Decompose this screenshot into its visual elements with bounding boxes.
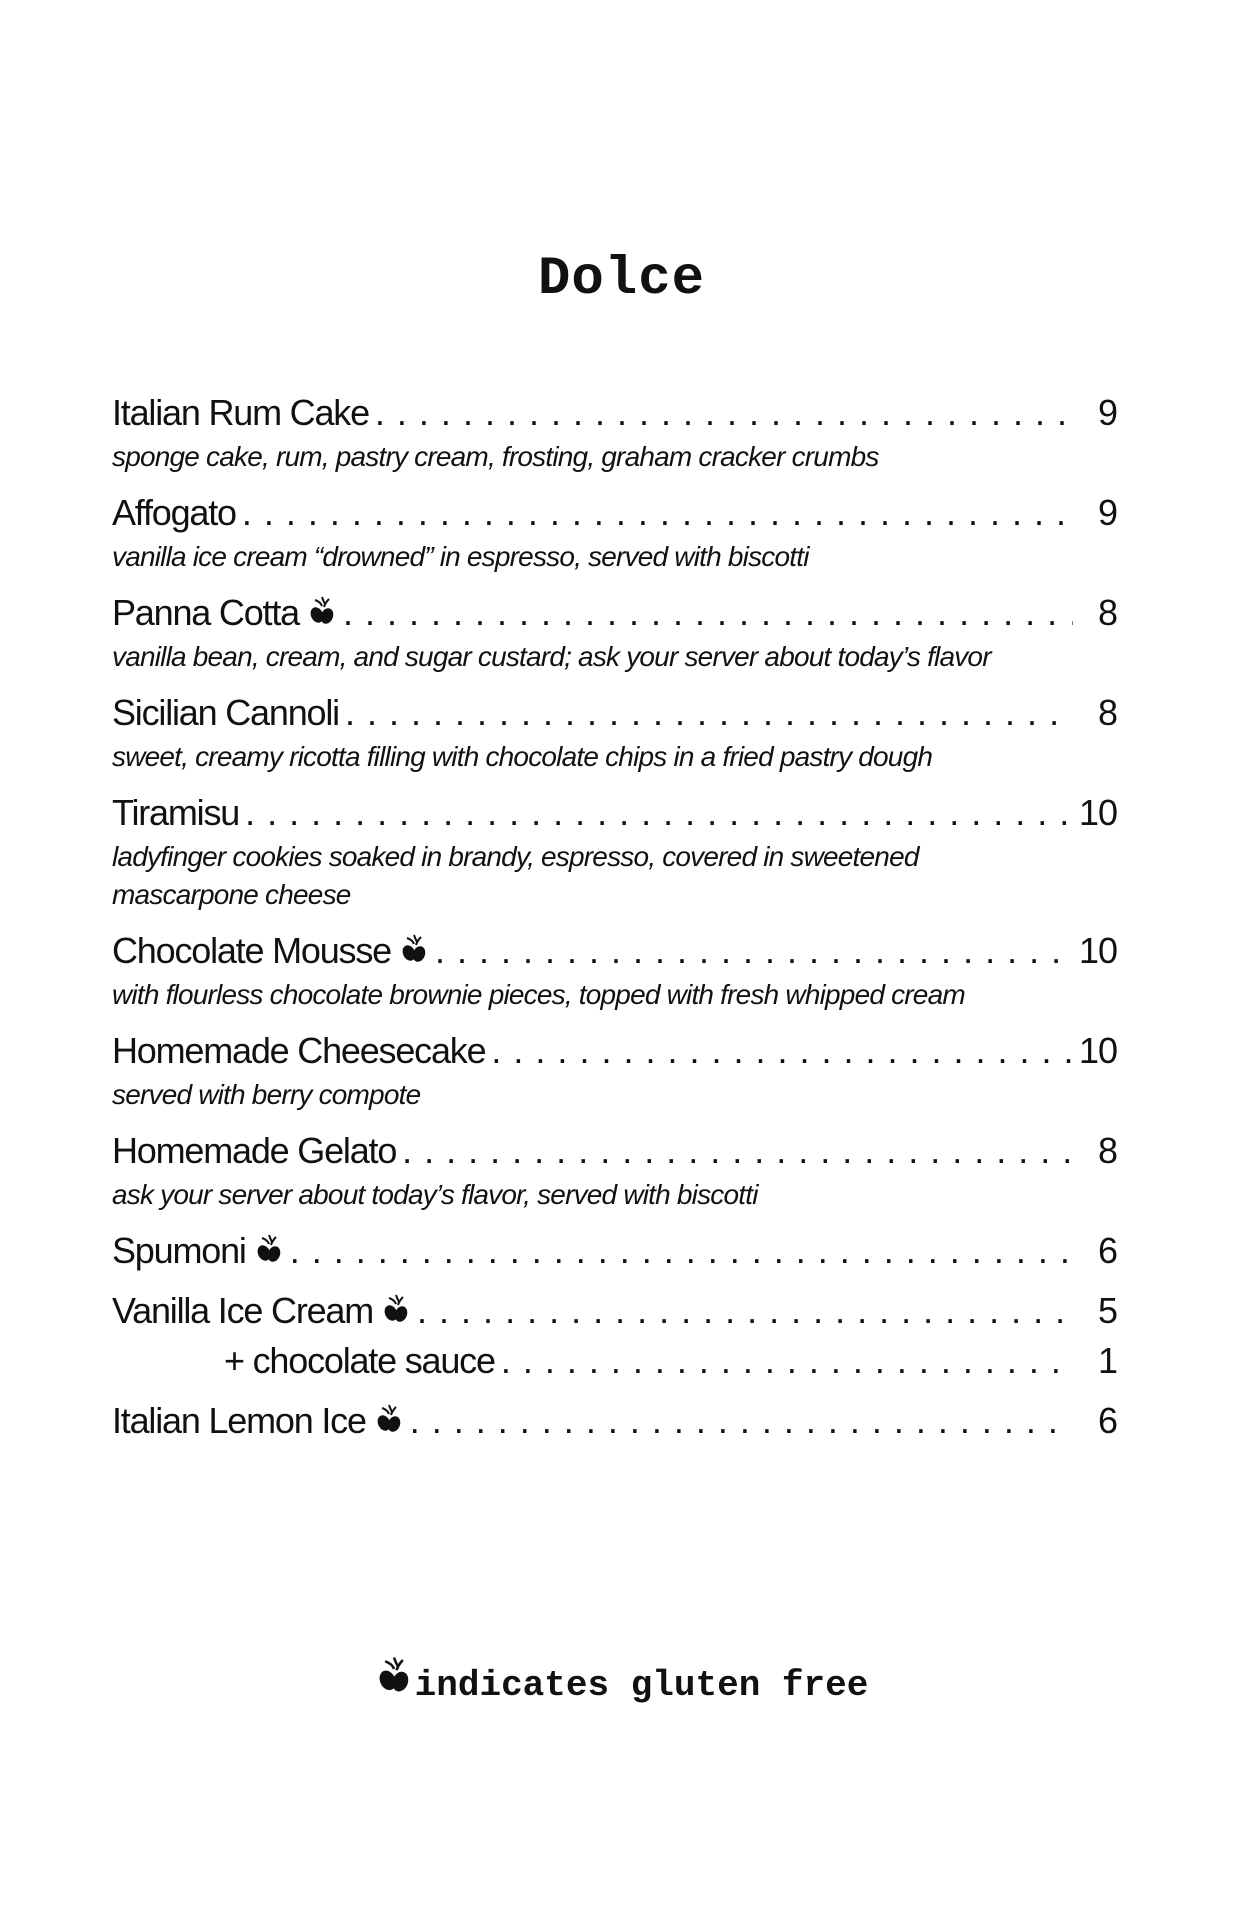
menu-item-name: Spumoni	[112, 1230, 246, 1271]
menu-item	[112, 1288, 1117, 1334]
menu-item-line	[112, 1398, 1117, 1444]
gluten-free-legend	[0, 1655, 1243, 1711]
menu-item-price: 5	[1097, 1290, 1117, 1331]
gluten-free-olive-icon	[381, 1293, 411, 1323]
menu-item	[112, 1228, 1117, 1274]
menu-item-line	[112, 490, 1117, 536]
menu-item-line	[112, 1028, 1117, 1074]
gluten-free-olive-icon	[374, 1403, 404, 1433]
dot-leader	[290, 1228, 1073, 1274]
menu-item-description: sponge cake, rum, pastry cream, frosting, graham cracker crumbs	[112, 441, 879, 472]
dot-leader	[402, 1128, 1073, 1174]
menu-item-line	[112, 1288, 1117, 1334]
menu-item-line	[112, 390, 1117, 436]
menu-item-price: 6	[1097, 1230, 1117, 1271]
dot-leader	[345, 690, 1073, 736]
menu-item-name: Affogato	[112, 492, 236, 533]
menu-item-name: Tiramisu	[112, 792, 240, 833]
gluten-free-olive-icon	[254, 1233, 284, 1263]
menu-item-line	[112, 928, 1117, 974]
menu-item-description: served with berry compote	[112, 1079, 421, 1110]
menu-item-line	[112, 590, 1117, 636]
dot-leader	[491, 1028, 1073, 1074]
menu-item-price: 9	[1097, 392, 1117, 433]
menu-item-name: + chocolate sauce	[224, 1340, 495, 1381]
menu-item-line	[112, 690, 1117, 736]
menu-item-line	[112, 790, 1117, 836]
menu-item-name: Sicilian Cannoli	[112, 692, 339, 733]
menu-item	[112, 1398, 1117, 1444]
menu-item-description: vanilla bean, cream, and sugar custard; ask your server about today’s flavor	[112, 641, 991, 672]
menu-item-price: 10	[1079, 1030, 1118, 1071]
menu-item-name: Panna Cotta	[112, 592, 299, 633]
gluten-free-olive-icon	[307, 595, 337, 625]
menu-item-description: sweet, creamy ricotta filling with chocolate chips in a fried pastry dough	[112, 741, 933, 772]
gluten-free-olive-icon	[375, 1655, 413, 1693]
menu-item-name: Italian Lemon Ice	[112, 1400, 366, 1441]
legend-text: indicates gluten free	[414, 1665, 869, 1706]
menu-item-line	[112, 1128, 1117, 1174]
menu-item-name: Chocolate Mousse	[112, 930, 391, 971]
menu-item	[112, 390, 1117, 476]
dot-leader	[435, 928, 1073, 974]
menu-item-name: Homemade Cheesecake	[112, 1030, 486, 1071]
dessert-menu-list	[112, 390, 1117, 1458]
menu-item	[112, 1338, 1117, 1384]
menu-item-price: 10	[1079, 792, 1118, 833]
menu-item-name: Italian Rum Cake	[112, 392, 369, 433]
menu-item-line	[112, 1228, 1117, 1274]
menu-item	[112, 690, 1117, 776]
dot-leader	[410, 1398, 1073, 1444]
menu-item-description: ladyfinger cookies soaked in brandy, espresso, covered in sweetened mascarpone cheese	[112, 841, 919, 910]
menu-item	[112, 590, 1117, 676]
menu-item	[112, 490, 1117, 576]
dot-leader	[375, 390, 1073, 436]
dot-leader	[501, 1338, 1073, 1384]
menu-item-price: 8	[1097, 1130, 1117, 1171]
menu-item-price: 8	[1097, 692, 1117, 733]
menu-item-name: Vanilla Ice Cream	[112, 1290, 374, 1331]
menu-item-price: 6	[1097, 1400, 1117, 1441]
dot-leader	[343, 590, 1073, 636]
menu-item-name: Homemade Gelato	[112, 1130, 397, 1171]
menu-item-price: 9	[1097, 492, 1117, 533]
dot-leader	[245, 790, 1073, 836]
menu-item	[112, 1128, 1117, 1214]
menu-title: Dolce	[537, 249, 706, 310]
menu-item-line	[112, 1338, 1117, 1384]
gluten-free-olive-icon	[399, 933, 429, 963]
menu-item-description: ask your server about today’s flavor, served with biscotti	[112, 1179, 758, 1210]
menu-item	[112, 790, 1117, 914]
menu-item-description: with flourless chocolate brownie pieces, topped with fresh whipped cream	[112, 979, 965, 1010]
dot-leader	[242, 490, 1073, 536]
menu-item	[112, 928, 1117, 1014]
menu-item-price: 8	[1097, 592, 1117, 633]
menu-item-description: vanilla ice cream “drowned” in espresso, served with biscotti	[112, 541, 809, 572]
menu-item-price: 10	[1079, 930, 1118, 971]
menu-item-price: 1	[1097, 1340, 1117, 1381]
dot-leader	[417, 1288, 1073, 1334]
menu-item	[112, 1028, 1117, 1114]
